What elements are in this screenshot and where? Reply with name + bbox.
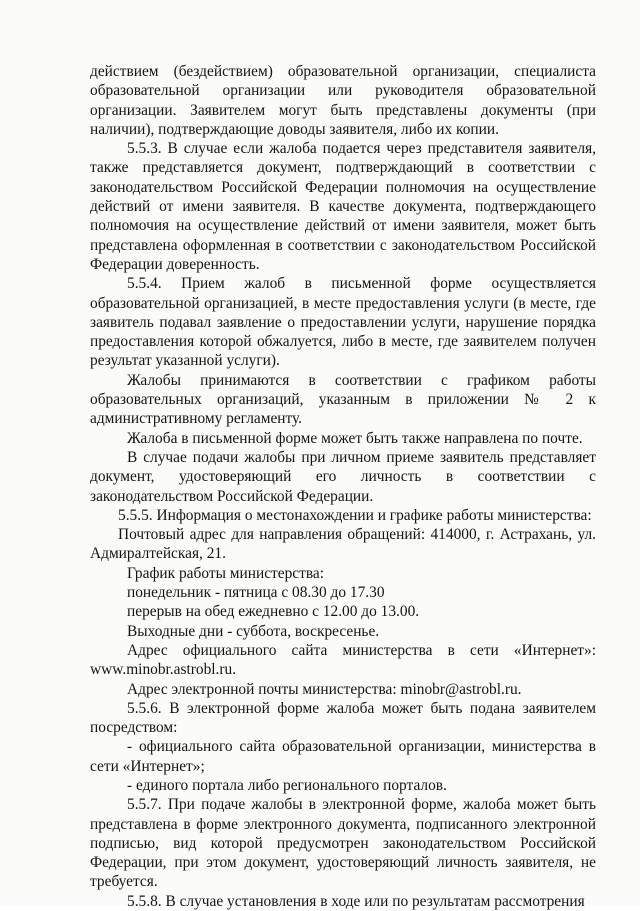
paragraph-personal-reception: В случае подачи жалобы при личном приеме заявитель представляет документ, удостоверяющий его личность в соответствии с законодательством Российской Федерации. — [90, 448, 596, 505]
paragraph-email: Адрес электронной почты министерства: minobr@astrobl.ru. — [127, 680, 522, 698]
paragraph-5-5-3: 5.5.3. В случае если жалоба подается через представителя заявителя, также представляется документ, подтверждающий в соответствии с законодательством Российской Федерации полномочия на осуществление действий от имени заявителя. В качестве документа, подтверждающего полномочия на осуществление действий от имени заявителя, может быть представлена оформленная в соответствии с законодательством Российской Федерации доверенность. — [90, 140, 596, 273]
paragraph-postal-address: Почтовый адрес для направления обращений: 414000, г. Астрахань, ул. Адмиралтейская, 21. — [90, 526, 596, 563]
paragraph-5-5-4: 5.5.4. Прием жалоб в письменной форме осуществляется образовательной организацией, в месте предоставления услуги (в месте, где заявитель подавал заявление о предоставлении услуги, нарушение порядка предоставления которой обжалуется, либо в месте, где заявителем получен результат указанной услуги). — [90, 275, 596, 370]
paragraph-5-5-6: 5.5.6. В электронной форме жалоба может быть подана заявителем посредством: — [90, 699, 596, 737]
paragraph-intro-continuation: действием (бездействием) образовательной организации, специалиста образовательной организации или руководителя образовательной организации. Заявителем могут быть представлены документы (при наличии), подтверждающие доводы заявителя, либо их копии. — [90, 63, 596, 138]
paragraph-5-5-7: 5.5.7. При подаче жалобы в электронной форме, жалоба может быть представлена в форме электронного документа, подписанного электронной подписью, вид которой предусмотрен законодательством Российской Федерации, при этом документ, удостоверяющий личность заявителя, не требуется. — [90, 796, 596, 891]
paragraph-days-off: Выходные дни - суббота, воскресенье. — [127, 622, 380, 640]
paragraph-work-schedule-title: График работы министерства: — [127, 564, 325, 582]
paragraph-5-5-8: 5.5.8. В случае установления в ходе или по результатам рассмотрения — [127, 892, 585, 910]
paragraph-portal-option: - единого портала либо регионального порталов. — [127, 776, 447, 794]
paragraph-work-hours: понедельник - пятница с 08.30 до 17.30 — [127, 584, 385, 602]
paragraph-schedule-appendix: Жалобы принимаются в соответствии с графиком работы образовательных организаций, указанным в приложении № 2 к административному регламенту. — [90, 371, 596, 428]
paragraph-by-mail: Жалоба в письменной форме может быть также направлена по почте. — [127, 429, 583, 447]
paragraph-5-5-5: 5.5.5. Информация о местонахождении и графике работы министерства: — [118, 506, 592, 524]
paragraph-lunch-break: перерыв на обед ежедневно с 12.00 до 13.00. — [127, 603, 420, 621]
paragraph-website: Адрес официального сайта министерства в сети «Интернет»: www.minobr.astrobl.ru. — [90, 641, 596, 679]
document-body — [90, 62, 596, 911]
paragraph-official-site-option: - официального сайта образовательной организации, министерства в сети «Интернет»; — [90, 738, 596, 775]
